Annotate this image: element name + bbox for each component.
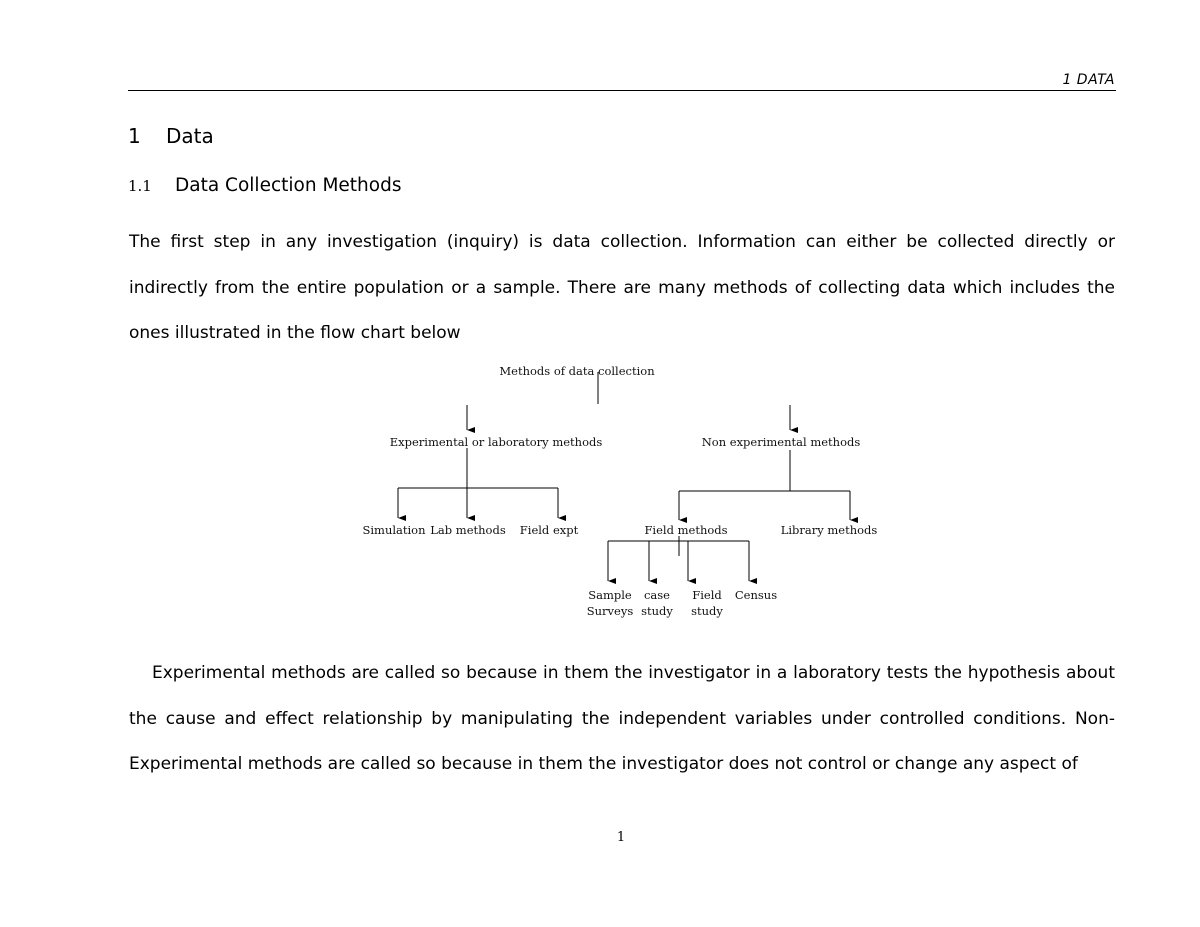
node-case-study-line2: study — [641, 604, 673, 618]
node-root: Methods of data collection — [499, 364, 655, 378]
node-non-experimental: Non experimental methods — [701, 435, 861, 449]
node-field-expt: Field expt — [519, 523, 579, 537]
section-number: 1 — [128, 124, 141, 148]
subsection-title: Data Collection Methods — [175, 175, 402, 196]
node-field-study-line1: Field — [692, 588, 722, 602]
node-census: Census — [734, 588, 778, 602]
node-case-study-line1: case — [643, 588, 671, 602]
flowchart-connectors — [398, 372, 850, 581]
node-simulation: Simulation — [362, 523, 426, 537]
intro-paragraph: The first step in any investigation (inquiry) is data collection. Information can either be collected directly or indirectly from the entire population or a sample. There are many methods of collecting data which includes the ones illustrated in the flow chart below — [129, 232, 1115, 343]
subsection-number: 1.1 — [128, 177, 152, 195]
running-header: 1 DATA — [1062, 72, 1115, 88]
node-field-study-line2: study — [691, 604, 723, 618]
node-experimental: Experimental or laboratory methods — [389, 435, 603, 449]
section-title: Data — [166, 124, 214, 148]
node-sample-surveys-line1: Sample — [588, 588, 632, 602]
page-number: 1 — [616, 830, 626, 845]
experimental-methods-paragraph: Experimental methods are called so because in them the investigator in a laboratory tests the hypothesis about the cause and effect relationship by manipulating the independent variables under controlled conditions. Non-Experimental methods are called so because in them the investigator does not control or change any aspect of — [129, 663, 1115, 774]
node-sample-surveys-line2: Surveys — [586, 604, 634, 618]
node-library-methods: Library methods — [780, 523, 878, 537]
node-field-methods: Field methods — [644, 523, 728, 537]
node-lab-methods: Lab methods — [430, 523, 506, 537]
